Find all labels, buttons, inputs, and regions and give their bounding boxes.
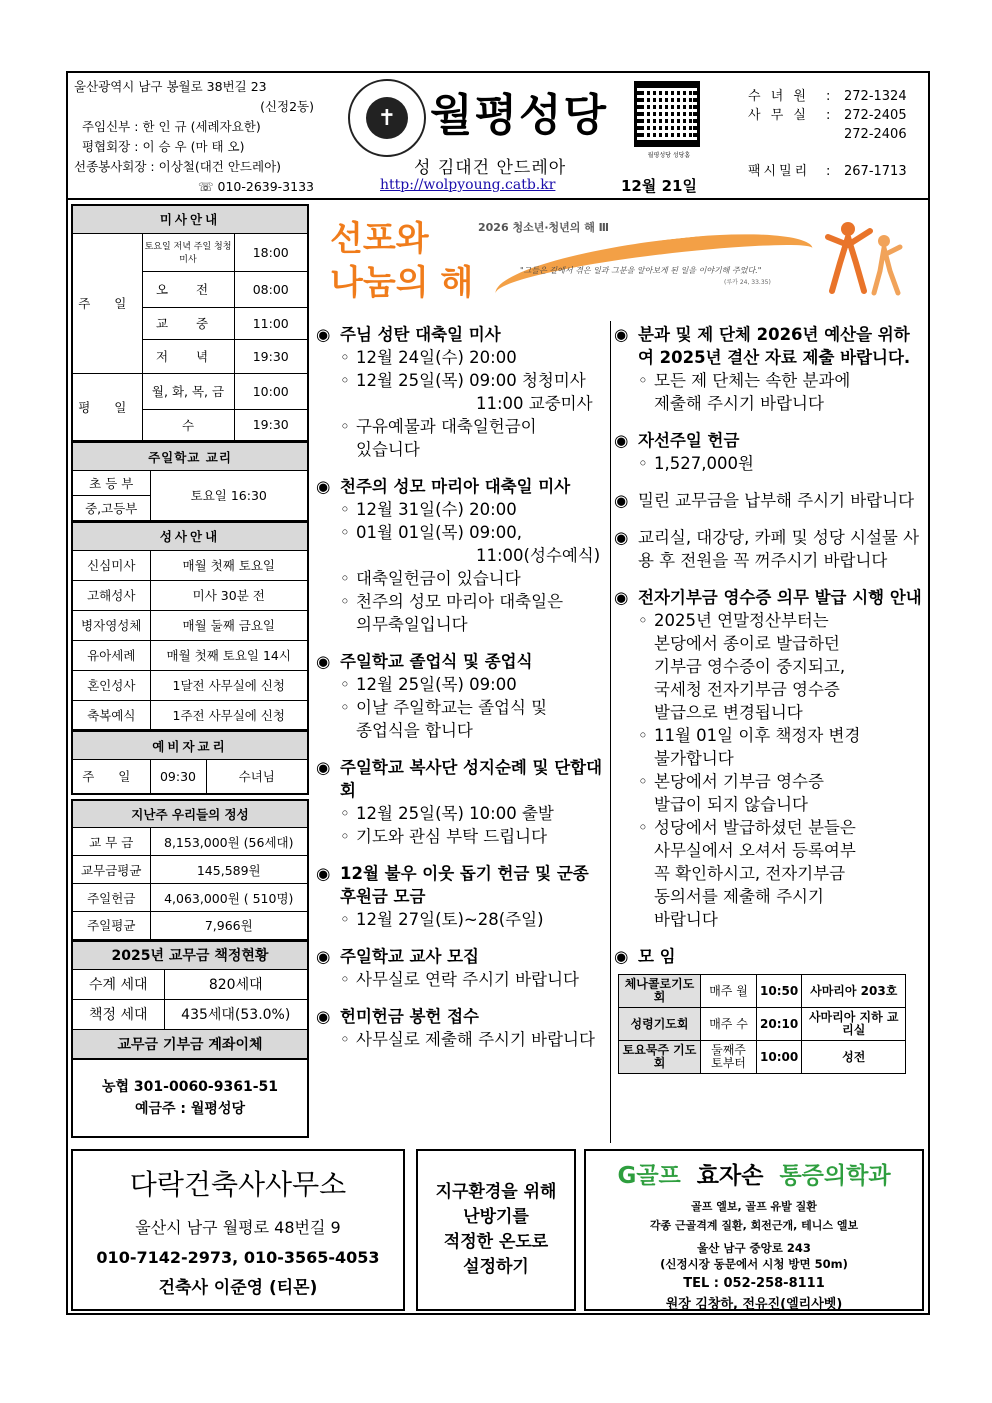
item-marker — [638, 908, 654, 931]
catechumen-title: 예비자교리 — [72, 732, 308, 760]
meetings-title-text: 모 임 — [638, 947, 676, 966]
announcement-item — [316, 521, 608, 544]
qr-code-icon[interactable] — [634, 81, 700, 147]
announcement-item — [316, 438, 608, 461]
account-holder: 예금주 : 월평성당 — [134, 1101, 245, 1117]
announcement-section — [316, 650, 608, 742]
school-grade: 초 등 부 — [72, 471, 150, 496]
address-line: 울산광역시 남구 봉월로 38번길 23 — [74, 79, 267, 94]
announcement-item-text: 꼭 확인하시고, 전자기부금 — [654, 864, 846, 883]
meeting-name: 체나콜로기도회 — [619, 975, 701, 1008]
announcement-item-text: 11:00(성수예식) — [476, 546, 601, 565]
mass-time: 19:30 — [234, 339, 308, 373]
item-marker: ◦ — [340, 675, 350, 694]
ad-architect-name: 다락건축사사무소 — [129, 1168, 347, 1201]
item-marker: ◦ — [340, 910, 350, 929]
contact-row: 팩시밀리 : 267-1713 — [748, 164, 907, 179]
pledge-name: 책정 세대 — [72, 999, 164, 1029]
announcement-title-text: 교리실, 대강당, 카페 및 성당 시설물 사용 후 전원을 꼭 꺼주시기 바랍니다 — [638, 528, 920, 570]
announcement-item — [614, 392, 924, 415]
announcement-item — [614, 369, 924, 392]
table-row — [619, 975, 906, 1008]
announcement-title-text: 밀린 교무금을 납부해 주시기 바랍니다 — [638, 491, 915, 510]
announcement-item — [316, 369, 608, 392]
catechumen-table — [71, 731, 309, 795]
item-marker — [638, 793, 654, 816]
announcement-section — [614, 429, 924, 475]
ad-architect-phone: 010-7142-2973, 010-3565-4053 — [96, 1248, 380, 1267]
announcement-section — [316, 475, 608, 636]
announcement-item — [316, 673, 608, 696]
announcement-section — [316, 756, 608, 848]
mass-name: 토요일 저녁 주일 청청미사 — [142, 233, 234, 271]
mass-time: 18:00 — [234, 233, 308, 271]
meeting-when: 매주 수 — [701, 1008, 757, 1041]
announcement-item-text: 대축일헌금이 있습니다 — [356, 569, 521, 588]
ad-eco-line: 적정한 온도로 — [443, 1232, 549, 1252]
announcement-item-text: 01월 01일(목) 09:00, — [356, 523, 522, 542]
item-marker: ◦ — [340, 348, 350, 367]
announcement-item-text: 12월 31일(수) 20:00 — [356, 500, 517, 519]
staff-council: 평협회장 : 이 승 우 (마 태 오) — [81, 139, 245, 154]
announcement-section — [614, 586, 924, 931]
sacrament-name: 신심미사 — [72, 550, 150, 580]
announcement-title-text: 헌미헌금 봉헌 접수 — [340, 1007, 480, 1026]
address-sub: (신정2동) — [260, 99, 314, 114]
item-marker — [638, 632, 654, 655]
staff-priest: 주임신부 : 한 인 규 (세례자요한) — [81, 119, 261, 134]
offering-table — [71, 799, 309, 941]
announcement-item-text: 12월 24일(수) 20:00 — [356, 348, 517, 367]
mass-title: 미사안내 — [72, 205, 308, 233]
announcement-item-text: 제출해 주시기 바랍니다 — [654, 394, 824, 413]
announcement-title-text: 자선주일 헌금 — [638, 431, 740, 450]
announcement-item — [316, 392, 608, 415]
item-marker — [638, 885, 654, 908]
pledge-value: 820세대 — [164, 969, 308, 999]
weekday-label: 평 일 — [72, 373, 142, 441]
banner-title-line2: 나눔의 해 — [330, 263, 474, 303]
announcement-item-text: 11월 01일 이후 책정자 변경 — [654, 726, 861, 745]
sacrament-name: 혼인성사 — [72, 670, 150, 700]
item-marker: ◦ — [638, 726, 648, 745]
church-logo-icon: ✝ — [348, 79, 426, 157]
announcement-item — [614, 701, 924, 724]
announcement-title-text: 12월 불우 이웃 돕기 헌금 및 군종 후원금 모금 — [340, 864, 589, 906]
mass-table — [71, 204, 309, 442]
announcement-item-text: 구유예물과 대축일헌금이 — [356, 417, 537, 436]
meeting-place: 사마리아 지하 교리실 — [802, 1008, 906, 1041]
column-divider — [610, 321, 611, 1143]
meeting-when: 매주 월 — [701, 975, 757, 1008]
ad-clinic-address2: (신정시장 동문에서 시청 방면 50m) — [660, 1257, 848, 1271]
item-marker: ◦ — [638, 371, 648, 390]
offering-value: 145,589원 — [150, 856, 308, 884]
sunday-label: 주 일 — [72, 233, 142, 373]
ad-clinic-name-b: 효자손 — [696, 1163, 764, 1189]
announcement-item-text: 1,527,000원 — [654, 454, 754, 473]
sunday-school-table — [71, 442, 309, 522]
sacrament-name: 병자영성체 — [72, 610, 150, 640]
announcement-title — [316, 475, 608, 498]
announcement-item-text: 12월 25일(목) 10:00 출발 — [356, 804, 554, 823]
announcement-item-text: 12월 27일(토)~28(주일) — [356, 910, 544, 929]
announcement-section — [316, 1005, 608, 1051]
meetings-title — [614, 945, 924, 968]
announcement-title — [316, 1005, 608, 1028]
account-number: 농협 301-0060-9361-51 — [102, 1079, 278, 1095]
announcement-item — [614, 609, 924, 632]
offering-value: 4,063,000원 ( 510명) — [150, 884, 308, 912]
bullet-icon: ◉ — [614, 325, 629, 344]
banner-year: 2026 청소년·청년의 해 Ⅲ — [478, 221, 610, 234]
announcement-item-text: 12월 25일(목) 09:00 청청미사 — [356, 371, 586, 390]
bulletin-page — [66, 71, 930, 1315]
offering-value: 7,966원 — [150, 912, 308, 940]
mass-time: 11:00 — [234, 307, 308, 339]
item-marker — [638, 655, 654, 678]
mass-name: 저 녁 — [142, 339, 234, 373]
announcement-title-text: 주일학교 교사 모집 — [340, 947, 480, 966]
announcement-section — [316, 862, 608, 931]
announcement-title — [316, 323, 608, 346]
header-rule — [68, 198, 928, 200]
pledge-value: 435세대(53.0%) — [164, 999, 308, 1029]
announcement-item-text: 11:00 교중미사 — [476, 394, 593, 413]
item-marker — [638, 701, 654, 724]
ad-clinic-doctors: 원장 김창하, 전유진(엘리사벳) — [665, 1297, 843, 1312]
meeting-time: 10:50 — [757, 975, 802, 1008]
announcement-section — [316, 945, 608, 991]
announcement-title — [614, 489, 924, 512]
item-marker — [638, 862, 654, 885]
mass-time: 08:00 — [234, 271, 308, 307]
announcement-item-text: 국세청 전자기부금 영수증 — [654, 680, 840, 699]
announcement-item-text: 사무실로 연락 주시기 바랍니다 — [356, 970, 579, 989]
sacrament-name: 고해성사 — [72, 580, 150, 610]
announcement-title — [614, 429, 924, 452]
announcement-item-text: 동의서를 제출해 주시기 — [654, 887, 824, 906]
banner-title-line1: 선포와 — [330, 219, 429, 259]
item-marker — [638, 839, 654, 862]
announcement-title-text: 주일학교 복사단 성지순례 및 단합대회 — [340, 758, 603, 800]
announcement-title-text: 분과 및 제 단체 2026년 예산을 위하여 2025년 결산 자료 제출 바랍니다. — [638, 325, 911, 367]
announcement-title-text: 천주의 성모 마리아 대축일 미사 — [340, 477, 571, 496]
announcement-title-text: 주님 성탄 대축일 미사 — [340, 325, 501, 344]
item-marker: ◦ — [340, 569, 350, 588]
bullet-icon: ◉ — [614, 431, 629, 450]
account-title: 교무금 기부금 계좌이체 — [72, 1029, 308, 1059]
table-row — [619, 1008, 906, 1041]
bullet-icon: ◉ — [316, 1007, 331, 1026]
sacrament-value: 매월 둘째 금요일 — [150, 610, 308, 640]
announcement-item — [316, 498, 608, 521]
announcement-item-text: 발급이 되지 않습니다 — [654, 795, 808, 814]
ad-eco — [416, 1149, 576, 1311]
announcement-item — [316, 346, 608, 369]
announcement-section — [614, 323, 924, 415]
bullet-icon: ◉ — [316, 477, 331, 496]
announcement-item-text: 모든 제 단체는 속한 분과에 — [654, 371, 851, 390]
announcement-title — [316, 945, 608, 968]
announcement-title-text: 전자기부금 영수증 의무 발급 시행 안내 — [638, 588, 922, 607]
announcement-title — [614, 323, 924, 369]
meeting-time: 10:00 — [757, 1041, 802, 1074]
meeting-when: 둘째주 토부터 — [701, 1041, 757, 1074]
announcement-title — [614, 586, 924, 609]
header-left-info — [74, 77, 324, 197]
item-marker: ◦ — [340, 371, 350, 390]
announcement-item-text: 사무실로 제출해 주시기 바랍니다 — [356, 1030, 595, 1049]
meetings-section — [614, 945, 924, 1074]
website-link[interactable]: http://wolpyoung.catb.kr — [380, 177, 556, 193]
announcement-section — [316, 323, 608, 461]
qr-caption: 월평성당 성당홈 — [647, 152, 691, 159]
bulletin-date: 12월 21일 — [621, 177, 697, 195]
item-marker — [638, 678, 654, 701]
item-marker: ◦ — [340, 804, 350, 823]
staff-funeral: 선종봉사회장 : 이상철(대건 안드레아) — [74, 159, 282, 174]
catechumen-time: 09:30 — [150, 760, 206, 794]
announcement-item — [316, 968, 608, 991]
year-banner — [314, 207, 914, 305]
right-announcements — [614, 323, 924, 1088]
item-marker: ◦ — [340, 417, 350, 436]
announcement-item — [316, 613, 608, 636]
bullet-icon: ◉ — [614, 491, 629, 510]
phone-line: ☏ 010-2639-3133 — [197, 179, 314, 194]
item-marker: ◦ — [638, 818, 648, 837]
middle-announcements — [316, 323, 608, 1065]
announcement-item — [316, 1028, 608, 1051]
announcement-item-text: 의무축일입니다 — [356, 615, 468, 634]
offering-name: 주일평균 — [72, 912, 150, 940]
announcement-title — [316, 650, 608, 673]
item-marker — [340, 613, 356, 636]
announcement-item-text: 발급으로 변경됩니다 — [654, 703, 803, 722]
meeting-name: 성령기도회 — [619, 1008, 701, 1041]
meeting-place: 성전 — [802, 1041, 906, 1074]
sacrament-value: 미사 30분 전 — [150, 580, 308, 610]
sacrament-table — [71, 522, 309, 732]
announcement-item — [614, 724, 924, 747]
sunday-school-title: 주일학교 교리 — [72, 443, 308, 471]
announcement-item-text: 기부금 영수증이 중지되고, — [654, 657, 846, 676]
meeting-place: 사마리아 203호 — [802, 975, 906, 1008]
announcement-title — [614, 526, 924, 572]
offering-title: 지난주 우리들의 정성 — [72, 800, 308, 828]
ad-clinic-address: 울산 남구 중앙로 243 — [697, 1241, 811, 1255]
item-marker: ◦ — [340, 970, 350, 989]
announcement-item-text: 본당에서 종이로 발급하던 — [654, 634, 840, 653]
item-marker: ◦ — [340, 592, 350, 611]
announcement-item-text: 천주의 성모 마리아 대축일은 — [356, 592, 564, 611]
bullet-icon: ◉ — [316, 325, 331, 344]
pledge-table — [71, 941, 309, 1061]
item-marker: ◦ — [340, 523, 350, 542]
ad-architect — [71, 1149, 405, 1311]
announcement-item-text: 성당에서 발급하셨던 분들은 — [654, 818, 856, 837]
meeting-name: 토요묵주 기도회 — [619, 1041, 701, 1074]
header — [68, 73, 928, 199]
announcement-section — [614, 526, 924, 572]
item-marker: ◦ — [638, 772, 648, 791]
announcement-title — [316, 862, 608, 908]
announcement-item — [316, 719, 608, 742]
announcement-item — [614, 839, 924, 862]
announcement-item — [614, 770, 924, 793]
announcement-item-text: 12월 25일(목) 09:00 — [356, 675, 517, 694]
mass-name: 월, 화, 목, 금 — [142, 373, 234, 409]
ad-eco-line: 난방기를 — [463, 1207, 529, 1227]
contact-list — [748, 87, 907, 181]
announcement-item-text: 2025년 연말정산부터는 — [654, 611, 829, 630]
announcement-item-text: 이날 주일학교는 졸업식 및 — [356, 698, 548, 717]
ad-clinic-name-a: G골프 — [617, 1163, 681, 1189]
ad-clinic-line2: 각종 근골격계 질환, 회전근개, 테니스 엘보 — [649, 1219, 859, 1232]
mass-time: 10:00 — [234, 373, 308, 409]
left-info-column — [71, 204, 309, 1138]
offering-name: 교 무 금 — [72, 828, 150, 856]
item-marker: ◦ — [340, 698, 350, 717]
item-marker: ◦ — [340, 1030, 350, 1049]
offering-value: 8,153,000원 (56세대) — [150, 828, 308, 856]
ad-eco-line: 지구환경을 위해 — [435, 1182, 557, 1202]
announcement-item-text: 본당에서 기부금 영수증 — [654, 772, 824, 791]
announcement-section — [614, 489, 924, 512]
mass-time: 19:30 — [234, 409, 308, 441]
offering-name: 교무금평균 — [72, 856, 150, 884]
announcement-item — [614, 632, 924, 655]
announcement-item — [316, 696, 608, 719]
item-marker: ◦ — [340, 500, 350, 519]
item-marker: ◦ — [638, 611, 648, 630]
announcement-item-text: 불가합니다 — [654, 749, 734, 768]
sacrament-value: 매월 첫째 토요일 — [150, 550, 308, 580]
contact-row: 사 무 실 : 272-2405 — [748, 108, 907, 123]
ad-clinic-tel: TEL : 052-258-8111 — [683, 1276, 825, 1291]
item-marker — [340, 438, 356, 461]
pledge-title: 2025년 교무금 책정현황 — [72, 941, 308, 969]
item-marker — [340, 544, 356, 567]
ad-architect-address: 울산시 남구 월평로 48번길 9 — [135, 1218, 341, 1237]
bullet-icon: ◉ — [614, 528, 629, 547]
mass-name: 오 전 — [142, 271, 234, 307]
announcement-item — [614, 793, 924, 816]
bullet-icon: ◉ — [316, 652, 331, 671]
announcement-item — [316, 567, 608, 590]
bullet-icon: ◉ — [316, 864, 331, 883]
sacrament-value: 매월 첫째 토요일 14시 — [150, 640, 308, 670]
announcement-item — [316, 415, 608, 438]
ad-eco-line: 설정하기 — [463, 1257, 529, 1277]
announcement-item — [614, 885, 924, 908]
bullet-icon: ◉ — [316, 947, 331, 966]
meetings-table — [618, 974, 906, 1074]
church-name: 월평성당 — [430, 90, 609, 141]
ad-architect-owner: 건축사 이준영 (티몬) — [158, 1278, 318, 1298]
banner-quote: "그들은 길에서 겪은 일과 그분을 알아보게 된 일을 이야기해 주었다." — [520, 266, 762, 275]
school-grade: 중,고등부 — [72, 496, 150, 521]
pledge-name: 수계 세대 — [72, 969, 164, 999]
sacrament-value: 1주전 사무실에 신청 — [150, 700, 308, 730]
table-row — [619, 1041, 906, 1074]
mass-name: 수 — [142, 409, 234, 441]
announcement-item — [316, 825, 608, 848]
announcement-item — [316, 802, 608, 825]
item-marker — [340, 719, 356, 742]
ad-clinic-name-c: 통증의학과 — [779, 1163, 891, 1189]
announcement-item — [614, 747, 924, 770]
announcement-item — [614, 908, 924, 931]
item-marker: ◦ — [638, 454, 648, 473]
mass-name: 교 중 — [142, 307, 234, 339]
announcement-title — [316, 756, 608, 802]
contact-row: 수 녀 원 : 272-1324 — [748, 89, 907, 104]
item-marker — [638, 747, 654, 770]
announcement-item-text: 사무실에서 오셔서 등록여부 — [654, 841, 856, 860]
sacrament-name: 유아세례 — [72, 640, 150, 670]
announcement-item — [614, 678, 924, 701]
announcement-item-text: 있습니다 — [356, 440, 420, 459]
bank-account — [71, 1060, 309, 1138]
announcement-item — [614, 452, 924, 475]
item-marker — [638, 392, 654, 415]
catechumen-place: 수녀님 — [206, 760, 308, 794]
meeting-time: 20:10 — [757, 1008, 802, 1041]
sacrament-title: 성사안내 — [72, 522, 308, 550]
announcement-item — [316, 590, 608, 613]
ad-clinic — [584, 1149, 924, 1311]
announcement-item — [316, 544, 608, 567]
announcement-item-text: 종업식을 합니다 — [356, 721, 473, 740]
contact-row: 272-2406 — [844, 127, 907, 142]
catechumen-day: 주 일 — [72, 760, 150, 794]
bullet-icon: ◉ — [316, 758, 331, 777]
announcement-item — [614, 816, 924, 839]
people-figures-icon — [818, 211, 908, 301]
sacrament-name: 축복예식 — [72, 700, 150, 730]
announcement-item — [614, 655, 924, 678]
item-marker: ◦ — [340, 827, 350, 846]
patron-saint: 성 김대건 안드레아 — [414, 158, 567, 178]
offering-name: 주일헌금 — [72, 884, 150, 912]
announcement-item-text: 바랍니다 — [654, 910, 718, 929]
announcement-item — [614, 862, 924, 885]
banner-ref: (루카 24, 33.35) — [724, 279, 771, 286]
school-time: 토요일 16:30 — [150, 471, 308, 521]
announcement-item-text: 기도와 관심 부탁 드립니다 — [356, 827, 548, 846]
announcement-item — [316, 908, 608, 931]
item-marker — [340, 392, 356, 415]
announcement-title-text: 주일학교 졸업식 및 종업식 — [340, 652, 533, 671]
bullet-icon: ◉ — [614, 947, 629, 966]
ad-clinic-line1: 골프 엘보, 골프 유발 질환 — [691, 1200, 817, 1213]
sacrament-value: 1달전 사무실에 신청 — [150, 670, 308, 700]
bullet-icon: ◉ — [614, 588, 629, 607]
